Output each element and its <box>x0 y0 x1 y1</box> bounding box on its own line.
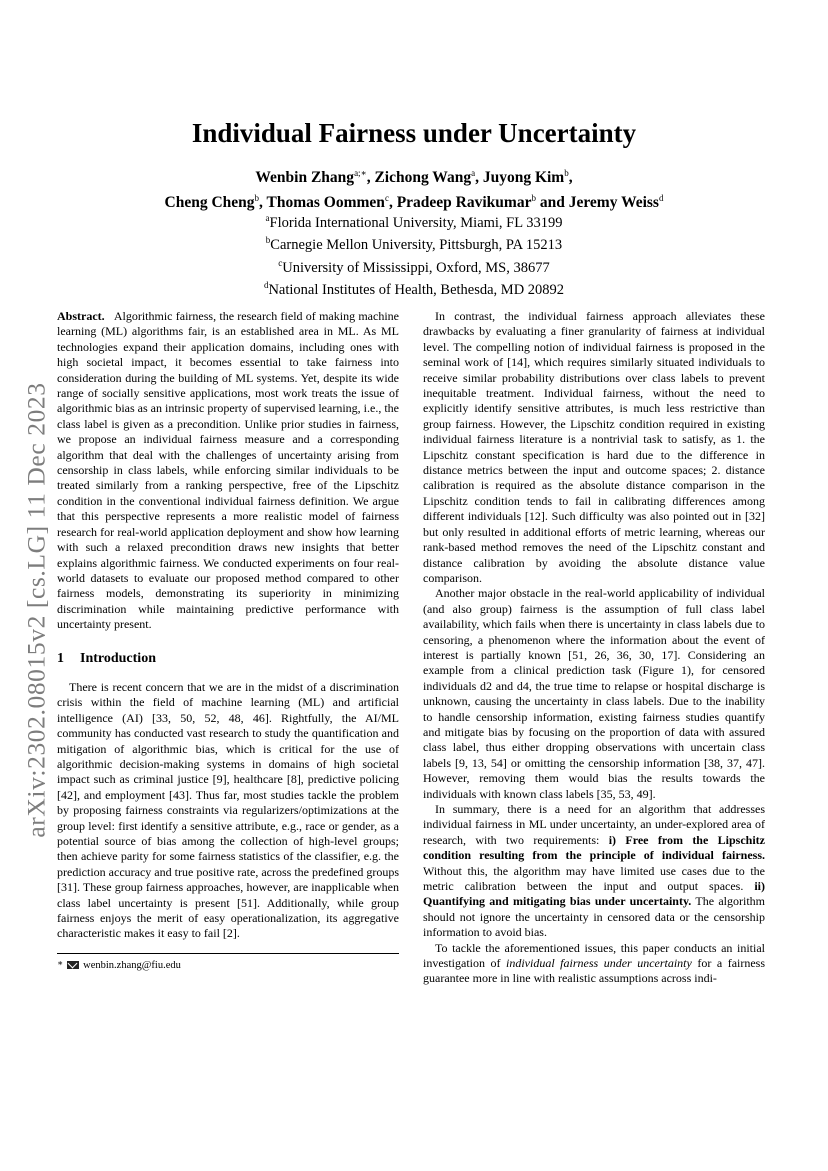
footnote-mark: ∗ <box>57 958 64 968</box>
author-list <box>0 163 828 213</box>
arxiv-stamp <box>12 360 62 860</box>
final-tail: for a fairness guarantee more in line with realistic assumptions across indi- <box>423 956 766 986</box>
affil-text: Carnegie Mellon University, Pittsburgh, PA 15213 <box>270 237 563 254</box>
author-affil-mark: a <box>471 168 476 178</box>
author-name: Cheng Cheng <box>164 194 255 212</box>
abstract-label: Abstract. <box>57 309 105 323</box>
final-italic: individual fairness under uncertainty <box>506 956 692 971</box>
author-line-2: Cheng Cheng$^b$, Thomas Oommen$^c$, Pradeep Ravikumar$^b$ and Jeremy Weiss$^d$ <box>164 193 664 212</box>
envelope-icon <box>67 961 79 969</box>
section-number: 1 <box>57 650 64 666</box>
affil-mark: a <box>265 213 270 223</box>
abstract <box>57 309 399 633</box>
affiliation <box>0 210 828 232</box>
paragraph: There is recent concern that we are in the midst of a discrimination crisis within the field of machine learning (ML) and artificial intelligence (AI) [33, 50, 52, 48, 46]. Rightfully, the AI/ML community has conducted vast research to study the quantification and mitigation of algorithmic bias, which is critical for the use of algorithmic decision-making systems in domains of high societal impact such as criminal justice [9], healthcare [8], predictive policing [42], and employment [43]. Thus far, most studies tackle the problem by proposing fairness constraints via regularizers/optimizations at the group level: first identify a sensitive attribute, e.g., race or gender, as a potential source of bias among the collection of high-level groups; then achieve parity for some fairness statistics of the classifier, e.g. the prediction accuracy and true positive rate, across the predefined groups [31]. These group fairness approaches, however, are inapplicable when class label uncertainty is present [51]. Additionally, while group fairness enjoys the merit of easy operationalization, its aggregative characteristic makes it easy to fail [2]. <box>57 679 399 941</box>
paragraph: Another major obstacle in the real-world applicability of individual (and also group) fairness is the assumption of full class label availability, which fails when there is uncertainty in class labels due to censoring, a phenomenon where the information about the event of interest is partially known [51, 26, 36, 30, 17]. Considering an example from a clinical prediction task (Figure 1), for censored individuals d2 and d4, the true time to relapse or hospital discharge is unknown, causing the uncertainty in class labels. Due to the inability to handle censorship information, existing fairness studies quantify and mitigate bias by focusing on the proportion of data with assured class label, thus either dropping observations with uncertain class labels [9, 13, 54] or omitting the censorship information [38, 37, 47]. However, removing them would bias the results towards the individuals with known class labels [35, 53, 49]. <box>423 586 765 801</box>
author-affil-mark: c <box>384 193 389 204</box>
footnote-email: wenbin.zhang@fiu.edu <box>83 960 181 971</box>
author-name: Pradeep Ravikumar <box>396 194 532 212</box>
requirement-1: i) Free from the Lipschitz condition resulting from the principle of individual fairness. <box>423 832 766 863</box>
abstract-text: Algorithmic fairness, the research field of making machine learning (ML) algorithms fair, is an established area in ML. As ML technologies expand their application domains, including ones with high societal impact, it becomes essential to take fairness into consideration during the building of ML systems. Yet, despite its wide range of socially sensitive applications, most work treats the issue of algorithmic bias as an intrinsic property of supervised learning, i.e., the class label is given as a precondition. Unlike prior studies in fairness, we propose an individual fairness measure and a corresponding algorithm that deal with the challenges of uncertainty arising from censorship in class labels, while enforcing similar individuals to be treated similarly from a ranking perspective, free of the Lipschitz condition in the conventional individual fairness definition. We argue that this perspective represents a more realistic model of fairness research for real-world application deployment and show how learning with such a relaxed precondition draws new insights that better explains algorithmic fairness. We conducted experiments on four real-world datasets to evaluate our proposed method compared to other fairness models, demonstrating its superiority in minimizing discrimination while maintaining predictive performance with uncertainty present. <box>57 309 399 632</box>
requirement-2: ii) Quantifying and mitigating bias under uncertainty. <box>423 879 765 909</box>
section-heading <box>57 651 399 666</box>
author-name: Zichong Wang <box>374 169 472 187</box>
author-affil-mark: d <box>658 193 664 204</box>
affil-text: Florida International University, Miami, FL 33199 <box>269 214 563 231</box>
final-text: To tackle the aforementioned issues, this paper conducts an initial investigation of <box>423 940 765 971</box>
paper-title: Individual Fairness under Uncertainty <box>191 118 637 148</box>
author-name: Thomas Oommen <box>266 194 385 212</box>
affiliation <box>0 232 828 254</box>
author-line-1: Wenbin Zhang$^{a;∗}$, Zichong Wang$^a$, Juyong Kim$^b$, <box>255 168 573 187</box>
paragraph-summary <box>423 802 765 941</box>
right-column <box>423 309 765 987</box>
left-column <box>57 309 399 942</box>
author-affil-mark: b <box>564 168 569 178</box>
author-name: Juyong Kim <box>482 169 565 187</box>
author-affil-mark: b <box>254 193 260 204</box>
arxiv-id: arXiv:2302.08015v2 [cs.LG] 11 Dec 2023 <box>22 382 51 838</box>
affil-mark: d <box>263 279 269 290</box>
affiliation <box>0 277 828 299</box>
affiliation-list <box>0 210 828 299</box>
author-name: Jeremy Weiss <box>568 194 659 212</box>
requirement-1-text: Without this, the algorithm may have limited use cases due to the metric calibration between the input and output spaces. <box>423 863 765 894</box>
summary-text: In summary, there is a need for an algorithm that addresses individual fairness in ML under uncertainty, an under-explored area of research, with two requirements: <box>423 802 765 847</box>
affil-text: National Institutes of Health, Bethesda, MD 20892 <box>268 281 565 298</box>
requirement-2-text: The algorithm should not ignore the uncertainty in censored data or the censorship information to avoid bias. <box>423 894 765 940</box>
author-name: Wenbin Zhang <box>255 169 355 187</box>
author-affil-mark: a;∗ <box>354 168 367 178</box>
footnote <box>57 953 399 971</box>
affil-text: University of Mississippi, Oxford, MS, 38677 <box>282 259 550 276</box>
author-affil-mark: b <box>531 193 536 204</box>
paragraph: In contrast, the individual fairness approach alleviates these drawbacks by evaluating a finer granularity of fairness at individual level. The compelling notion of individual fairness is proposed in the seminal work of [14], which requires similarly situated individuals to receive similar probability distributions over class labels to prevent inequitable treatment. Individual fairness, without the need to explicitly identify sensitive attributes, is much less restrictive than group fairness. However, the Lipschitz condition required in existing individual fairness literature is a nontrivial task to satisfy, as 1. the Lipschitz constant specification is hard due to the difference in distance metrics between the input and outcome spaces; 2. distance calibration is required as the absolute distance comparison in the Lipschitz condition tends to fail in calibrating differences among different individuals [12]. Such difficulty was also pointed out in [32] but only resulted in additional efforts of metric learning, whereas our rank-based method removes the need of the Lipschitz constant and distance calibration by avoiding the absolute distance value comparison. <box>423 309 765 585</box>
affil-mark: b <box>265 235 271 246</box>
paragraph-final <box>423 941 765 987</box>
affil-mark: c <box>278 257 283 268</box>
section-title: Introduction <box>80 650 156 666</box>
affiliation <box>0 255 828 277</box>
